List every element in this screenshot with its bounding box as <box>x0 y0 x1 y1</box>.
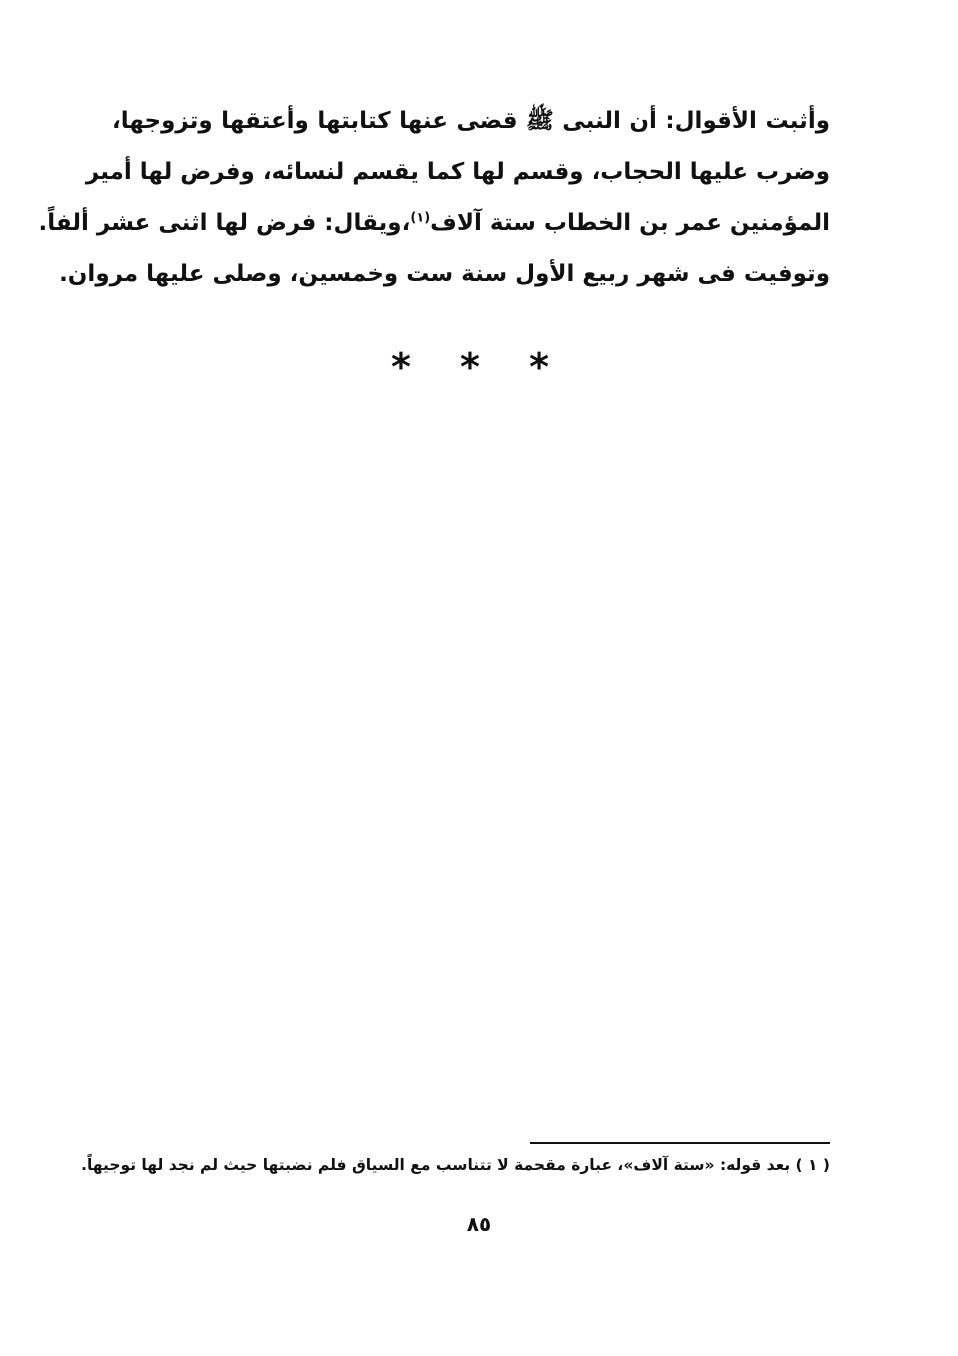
page-number: ٨٥ <box>466 1212 492 1236</box>
text-line-3-start: المؤمنين عمر بن الخطاب ستة آلاف <box>430 210 830 236</box>
main-paragraph <box>38 96 830 300</box>
text-line-2: وضرب عليها الحجاب، وقسم لها كما يقسم لنسائه، وفرض لها أمير <box>85 159 830 185</box>
section-separator: * * * <box>390 345 568 389</box>
footnote-divider <box>530 1142 830 1144</box>
text-line-4: وتوفيت فى شهر ربيع الأول سنة ست وخمسين، وصلى عليها مروان. <box>59 261 830 287</box>
text-line-3-end: ،ويقال: فرض لها اثنى عشر ألفاً. <box>38 210 411 236</box>
footnote-reference: (١) <box>410 210 431 226</box>
footnote-text: ( ١ ) بعد قوله: «ستة آلاف»، عبارة مقحمة لا تتناسب مع السياق فلم نضبتها حيث لم نجد لها توجيهاً. <box>81 1156 830 1174</box>
text-line-3 <box>38 198 830 249</box>
text-line-1: وأثبت الأقوال: أن النبى ﷺ قضى عنها كتابتها وأعتقها وتزوجها، <box>112 108 830 134</box>
